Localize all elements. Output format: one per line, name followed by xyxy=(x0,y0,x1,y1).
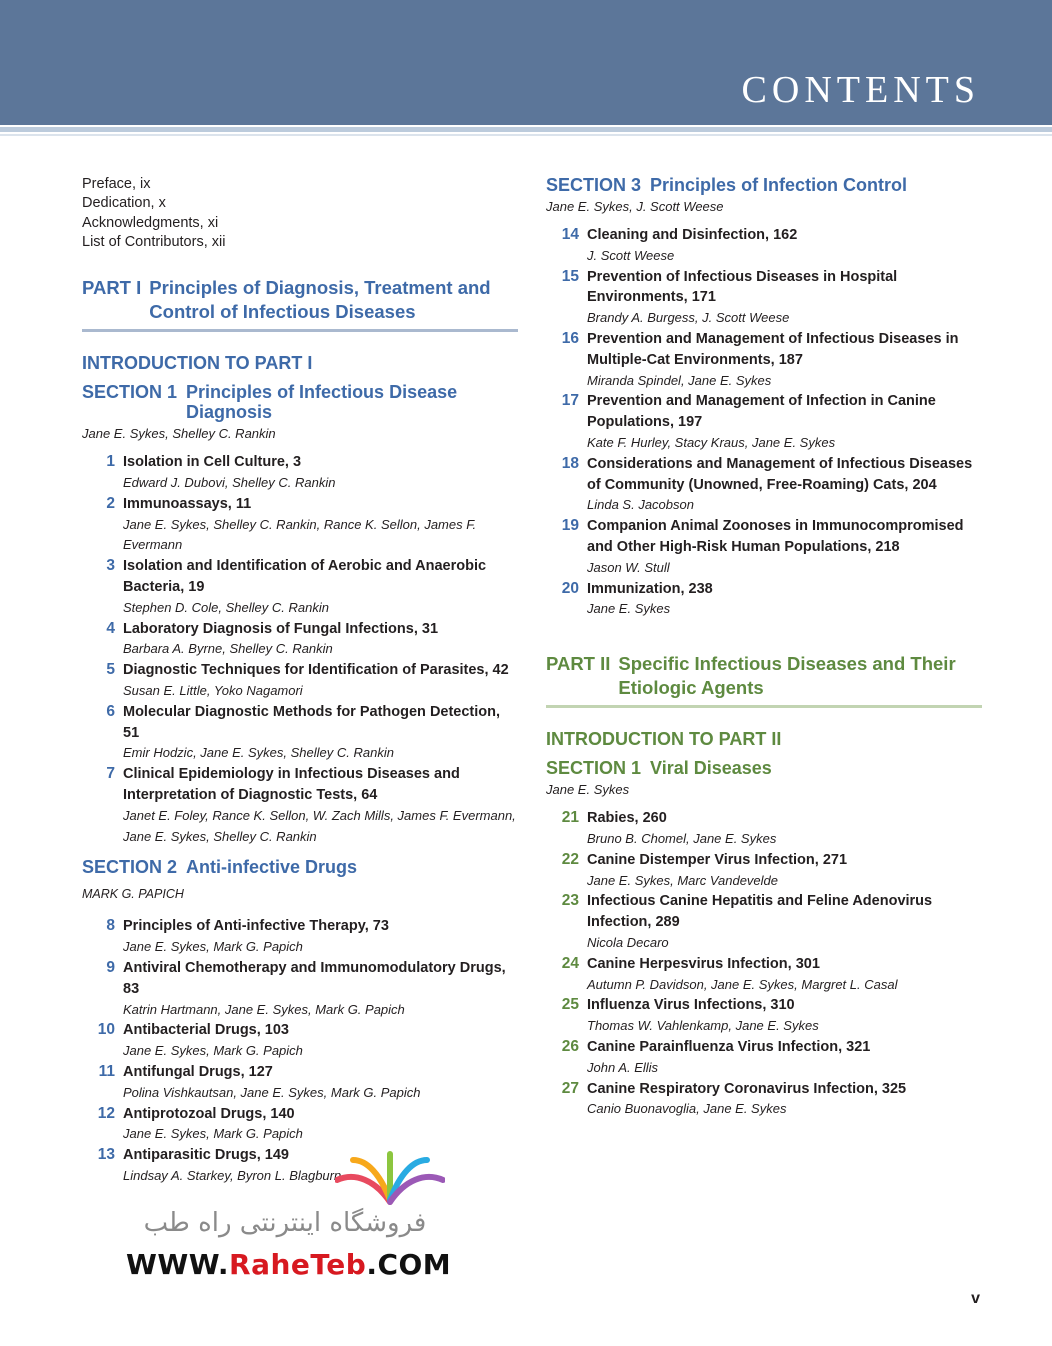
part-heading[interactable] xyxy=(82,276,518,332)
chapter-title[interactable]: Clinical Epidemiology in Infectious Diseases and Interpretation of Diagnostic Tests, 64 xyxy=(123,766,460,803)
chapter-list xyxy=(546,808,982,1120)
chapter-authors: Jane E. Sykes, Marc Vandevelde xyxy=(587,872,779,888)
chapter-title[interactable]: Molecular Diagnostic Methods for Pathogen Detection, 51 xyxy=(123,703,501,741)
book-rainbow-icon xyxy=(335,1150,445,1210)
section-title: Principles of Infection Control xyxy=(650,175,908,195)
chapter-title[interactable]: Antifungal Drugs, 127 xyxy=(123,1063,273,1080)
chapter-title[interactable]: Antiparasitic Drugs, 149 xyxy=(123,1147,289,1164)
chapter-title[interactable]: Antiprotozoal Drugs, 140 xyxy=(123,1105,295,1122)
chapter-body xyxy=(587,995,982,1037)
chapter-authors: Miranda Spindel, Jane E. Sykes xyxy=(587,372,772,388)
chapter-title[interactable]: Prevention of Infectious Diseases in Hospital Environments, 171 xyxy=(587,268,898,306)
header-divider-thin xyxy=(0,134,1052,136)
chapter-title[interactable]: Companion Animal Zoonoses in Immunocompromised and Other High-Risk Human Populations, 218 xyxy=(587,518,964,555)
section-heading[interactable] xyxy=(546,758,982,778)
chapter-title[interactable]: Antiviral Chemotherapy and Immunomodulatory Drugs, 83 xyxy=(123,959,506,997)
chapter-authors: Jane E. Sykes xyxy=(587,601,671,617)
url-suffix: .COM xyxy=(366,1248,452,1281)
chapter-title[interactable]: Canine Distemper Virus Infection, 271 xyxy=(587,851,848,868)
chapter-entry[interactable] xyxy=(82,494,518,556)
chapter-authors: Barbara A. Byrne, Shelley C. Rankin xyxy=(123,641,333,657)
chapter-authors: Katrin Hartmann, Jane E. Sykes, Mark G. Papich xyxy=(123,1001,405,1017)
chapter-number: 15 xyxy=(561,267,579,285)
chapter-number: 23 xyxy=(561,892,579,910)
chapter-number: 2 xyxy=(106,494,115,512)
front-matter-list xyxy=(82,175,518,252)
part-introduction[interactable]: INTRODUCTION TO PART I xyxy=(82,353,313,374)
chapter-number: 7 xyxy=(106,765,115,783)
chapter-number: 18 xyxy=(561,454,579,472)
section-number: SECTION 2 xyxy=(82,857,178,878)
chapter-title[interactable]: Isolation in Cell Culture, 3 xyxy=(123,454,302,471)
chapter-body xyxy=(123,1104,518,1146)
part-title: Specific Infectious Diseases and Their Etiologic Agents xyxy=(618,653,956,699)
page-number: v xyxy=(971,1290,980,1307)
chapter-title[interactable]: Infectious Canine Hepatitis and Feline Adenovirus Infection, 289 xyxy=(587,893,933,931)
chapter-body xyxy=(587,1079,982,1121)
chapter-title[interactable]: Cleaning and Disinfection, 162 xyxy=(587,227,798,243)
chapter-title[interactable]: Prevention and Management of Infection in Canine Populations, 197 xyxy=(587,393,936,431)
watermark-persian-text: فروشگاه اینترنتی راه طب xyxy=(143,1208,427,1238)
chapter-authors: Jane E. Sykes, Mark G. Papich xyxy=(123,1043,303,1059)
chapter-body xyxy=(587,391,982,453)
left-column xyxy=(82,175,518,1197)
section-heading[interactable] xyxy=(82,857,518,877)
chapter-title[interactable]: Immunoassays, 11 xyxy=(123,495,252,512)
chapter-entry[interactable] xyxy=(546,954,982,996)
chapter-entry[interactable] xyxy=(546,995,982,1037)
header-divider xyxy=(0,127,1052,132)
section-number: SECTION 1 xyxy=(82,382,178,403)
chapter-title[interactable]: Diagnostic Techniques for Identification of Parasites, 42 xyxy=(123,662,509,679)
chapter-number: 27 xyxy=(561,1079,579,1097)
chapter-authors: Thomas W. Vahlenkamp, Jane E. Sykes xyxy=(587,1018,819,1034)
chapter-entry[interactable] xyxy=(546,391,982,453)
chapter-body xyxy=(587,850,982,892)
chapter-authors: Jane E. Sykes, Mark G. Papich xyxy=(123,1126,303,1142)
right-column xyxy=(546,175,982,1130)
chapter-entry[interactable] xyxy=(82,660,518,702)
front-matter-item[interactable]: Dedication, x xyxy=(82,195,166,212)
chapter-body xyxy=(587,891,982,953)
chapter-list xyxy=(546,225,982,620)
url-prefix: WWW. xyxy=(126,1248,230,1281)
chapter-title[interactable]: Rabies, 260 xyxy=(587,810,667,827)
chapter-number: 16 xyxy=(561,329,579,347)
chapter-body xyxy=(587,454,982,516)
chapter-number: 21 xyxy=(561,809,579,827)
chapter-number: 6 xyxy=(106,702,115,720)
chapter-authors: Emir Hodzic, Jane E. Sykes, Shelley C. Rankin xyxy=(123,745,394,761)
chapter-entry[interactable] xyxy=(546,891,982,953)
chapter-entry[interactable] xyxy=(546,1079,982,1121)
page-title: CONTENTS xyxy=(741,69,980,111)
chapter-title[interactable]: Immunization, 238 xyxy=(587,580,713,597)
chapter-body xyxy=(587,329,982,391)
chapter-number: 19 xyxy=(561,517,579,535)
chapter-body xyxy=(587,808,982,850)
chapter-body xyxy=(123,452,518,494)
chapter-body xyxy=(587,516,982,578)
chapter-body xyxy=(123,702,518,764)
chapter-entry[interactable] xyxy=(546,516,982,578)
chapter-authors: Polina Vishkautsan, Jane E. Sykes, Mark G. Papich xyxy=(123,1084,421,1100)
chapter-authors: Nicola Decaro xyxy=(587,934,669,950)
chapter-authors: Stephen D. Cole, Shelley C. Rankin xyxy=(123,599,329,615)
chapter-number: 4 xyxy=(106,619,115,637)
chapter-number: 20 xyxy=(561,579,579,597)
section-heading[interactable] xyxy=(82,382,518,422)
chapter-list xyxy=(82,452,518,847)
chapter-list xyxy=(82,916,518,1186)
part-title: Principles of Diagnosis, Treatment and Control of Infectious Diseases xyxy=(149,277,491,323)
chapter-entry[interactable] xyxy=(546,329,982,391)
chapter-body xyxy=(587,1037,982,1079)
chapter-authors: Lindsay A. Starkey, Byron L. Blagburn xyxy=(123,1167,342,1183)
front-matter-item[interactable]: Preface, ix xyxy=(82,176,151,192)
chapter-entry[interactable] xyxy=(82,1062,518,1104)
chapter-title[interactable]: Canine Respiratory Coronavirus Infection, 325 xyxy=(587,1080,907,1097)
watermark-url xyxy=(126,1248,451,1281)
chapter-body xyxy=(123,916,518,958)
chapter-authors: Canio Buonavoglia, Jane E. Sykes xyxy=(587,1101,787,1117)
chapter-title[interactable]: Canine Parainfluenza Virus Infection, 321 xyxy=(587,1038,871,1055)
chapter-authors: Brandy A. Burgess, J. Scott Weese xyxy=(587,310,790,326)
chapter-number: 24 xyxy=(561,954,579,972)
chapter-authors: Jane E. Sykes, Shelley C. Rankin, Rance K. Sellon, James F. Evermann xyxy=(123,516,477,553)
chapter-authors: Jane E. Sykes, Mark G. Papich xyxy=(123,939,303,955)
front-matter-item[interactable]: List of Contributors, xii xyxy=(82,233,226,250)
chapter-body xyxy=(123,1062,518,1104)
chapter-number: 12 xyxy=(97,1104,115,1122)
chapter-body xyxy=(123,764,518,847)
section-heading[interactable] xyxy=(546,175,982,195)
chapter-number: 13 xyxy=(97,1146,115,1164)
part-introduction[interactable]: INTRODUCTION TO PART II xyxy=(546,729,782,750)
watermark-logo xyxy=(120,1150,450,1280)
chapter-authors: Janet E. Foley, Rance K. Sellon, W. Zach Mills, James F. Evermann, Jane E. Sykes, Shelley C. Rankin xyxy=(123,807,516,844)
chapter-number: 11 xyxy=(98,1062,115,1080)
section-authors: MARK G. PAPICH xyxy=(82,887,184,902)
chapter-entry[interactable] xyxy=(82,958,518,1020)
chapter-number: 17 xyxy=(561,392,579,410)
section-title: Viral Diseases xyxy=(650,758,772,779)
front-matter-item[interactable]: Acknowledgments, xi xyxy=(82,214,219,231)
chapter-body xyxy=(123,494,518,556)
chapter-entry[interactable] xyxy=(82,764,518,847)
chapter-body xyxy=(123,619,518,661)
chapter-entry[interactable] xyxy=(82,452,518,494)
chapter-number: 8 xyxy=(106,917,115,935)
chapter-entry[interactable] xyxy=(82,1020,518,1062)
chapter-entry[interactable] xyxy=(546,454,982,516)
chapter-body xyxy=(123,556,518,618)
section-number: SECTION 3 xyxy=(546,175,642,195)
section-authors: Jane E. Sykes xyxy=(546,782,630,798)
chapter-body xyxy=(587,225,982,267)
chapter-number: 14 xyxy=(561,226,579,243)
part-number: PART I xyxy=(82,277,142,299)
chapter-title[interactable]: Considerations and Management of Infectious Diseases of Community (Unowned, Free-Roaming) Cats, 204 xyxy=(587,455,973,493)
chapter-number: 22 xyxy=(561,850,579,868)
chapter-body xyxy=(123,958,518,1020)
chapter-authors: Linda S. Jacobson xyxy=(587,497,694,513)
chapter-title[interactable]: Laboratory Diagnosis of Fungal Infections, 31 xyxy=(123,620,439,637)
part-heading[interactable] xyxy=(546,652,982,708)
chapter-entry[interactable] xyxy=(82,556,518,618)
chapter-number: 25 xyxy=(561,996,579,1014)
chapter-title[interactable]: Antibacterial Drugs, 103 xyxy=(123,1022,289,1039)
chapter-authors: Jason W. Stull xyxy=(587,559,670,575)
section-authors: Jane E. Sykes, J. Scott Weese xyxy=(546,199,724,214)
chapter-number: 5 xyxy=(106,661,115,679)
chapter-body xyxy=(123,1020,518,1062)
chapter-entry[interactable] xyxy=(82,916,518,958)
chapter-authors: Autumn P. Davidson, Jane E. Sykes, Margret L. Casal xyxy=(587,976,898,992)
chapter-authors: Edward J. Dubovi, Shelley C. Rankin xyxy=(123,474,336,490)
section-authors: Jane E. Sykes, Shelley C. Rankin xyxy=(82,426,276,442)
header-banner xyxy=(0,0,1052,125)
chapter-body xyxy=(587,579,982,621)
section-title: Anti-infective Drugs xyxy=(186,857,358,878)
chapter-body xyxy=(123,660,518,702)
chapter-title[interactable]: Influenza Virus Infections, 310 xyxy=(587,997,795,1014)
chapter-entry[interactable] xyxy=(546,267,982,329)
chapter-entry[interactable] xyxy=(82,619,518,661)
chapter-entry[interactable] xyxy=(82,702,518,764)
section-number: SECTION 1 xyxy=(546,758,642,779)
section-title: Principles of Infectious Disease Diagnosis xyxy=(186,382,458,423)
chapter-title[interactable]: Principles of Anti-infective Therapy, 73 xyxy=(123,918,389,935)
chapter-body xyxy=(587,267,982,329)
chapter-entry[interactable] xyxy=(546,808,982,850)
chapter-title[interactable]: Isolation and Identification of Aerobic and Anaerobic Bacteria, 19 xyxy=(123,558,487,595)
chapter-entry[interactable] xyxy=(546,850,982,892)
chapter-number: 26 xyxy=(561,1037,579,1055)
chapter-title[interactable]: Prevention and Management of Infectious Diseases in Multiple-Cat Environments, 187 xyxy=(587,330,959,368)
chapter-number: 10 xyxy=(97,1021,115,1039)
url-accent: RaheTeb xyxy=(229,1248,367,1281)
chapter-entry[interactable] xyxy=(546,579,982,621)
chapter-entry[interactable] xyxy=(546,225,982,267)
chapter-number: 1 xyxy=(106,453,115,471)
chapter-entry[interactable] xyxy=(82,1104,518,1146)
chapter-authors: J. Scott Weese xyxy=(587,247,675,263)
chapter-authors: John A. Ellis xyxy=(587,1059,659,1075)
chapter-entry[interactable] xyxy=(546,1037,982,1079)
chapter-authors: Susan E. Little, Yoko Nagamori xyxy=(123,682,303,698)
chapter-number: 9 xyxy=(106,958,115,976)
chapter-authors: Kate F. Hurley, Stacy Kraus, Jane E. Sykes xyxy=(587,434,836,450)
chapter-body xyxy=(587,954,982,996)
part-number: PART II xyxy=(546,653,611,675)
chapter-authors: Bruno B. Chomel, Jane E. Sykes xyxy=(587,830,777,846)
chapter-number: 3 xyxy=(106,557,115,575)
chapter-title[interactable]: Canine Herpesvirus Infection, 301 xyxy=(587,955,820,972)
